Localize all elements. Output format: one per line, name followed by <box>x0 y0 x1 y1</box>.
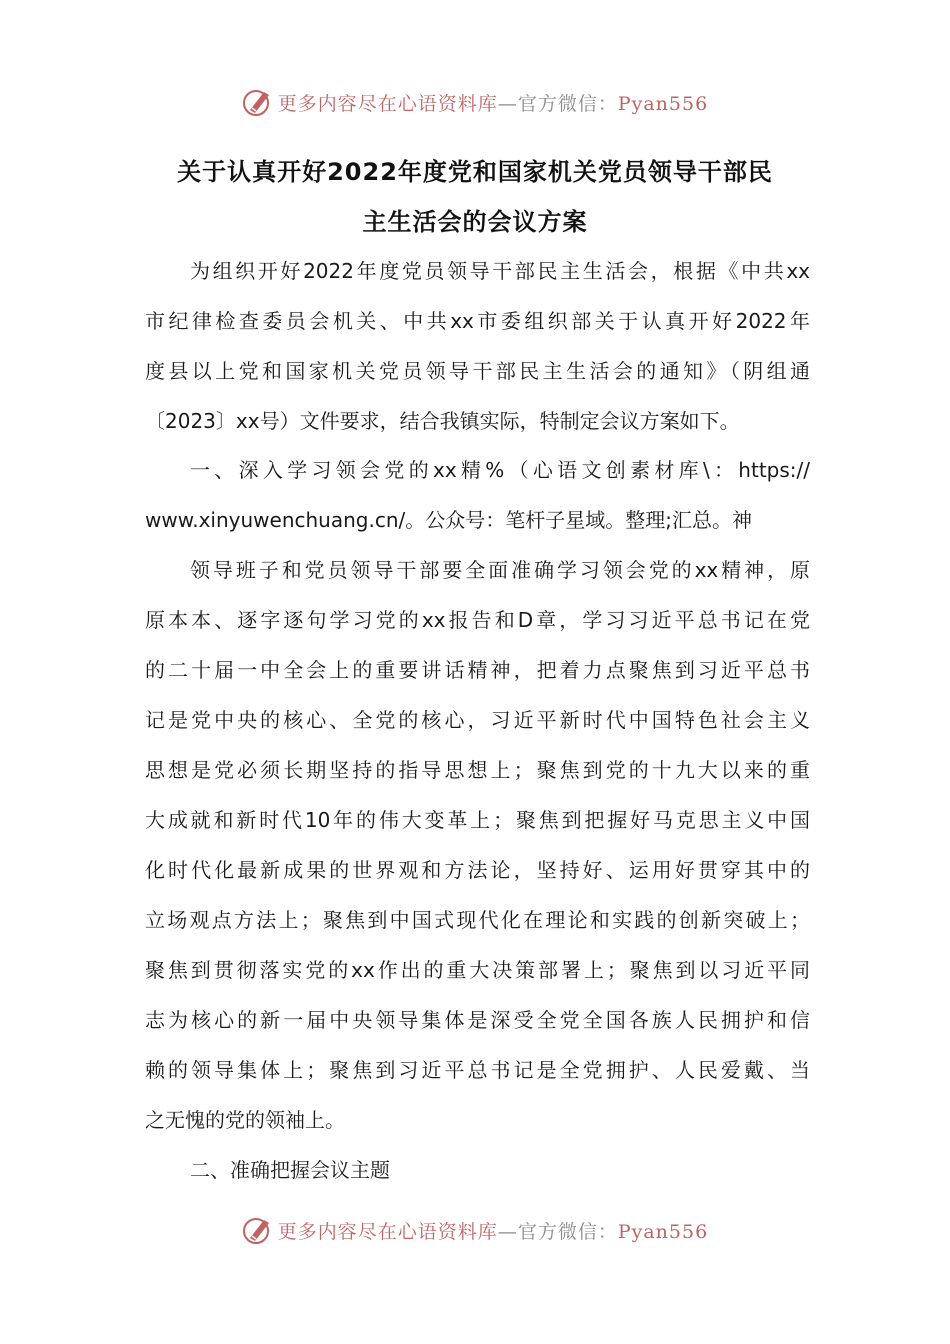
body-line: 大成就和新时代10年的伟大变革上；聚焦到把握好马克思主义中国 <box>145 808 810 832</box>
body-line: 立场观点方法上；聚焦到中国式现代化在理论和实践的创新突破上； <box>145 908 810 932</box>
body-line: 度县以上党和国家机关党员领导干部民主生活会的通知》（阴组通 <box>145 359 810 383</box>
body-line: 赖的领导集体上；聚焦到习近平总书记是全党拥护、人民爱戴、当 <box>145 1058 810 1082</box>
section-heading-1: 一、深入学习领会党的xx精%（心语文创素材库\：https:// <box>190 458 810 482</box>
body-line: www.xinyuwenchuang.cn/。公众号：笔杆子星域。整理;汇总。神 <box>145 508 752 532</box>
body-line: 之无愧的党的领袖上。 <box>145 1108 345 1132</box>
body-line: 为组织开好2022年度党员领导干部民主生活会，根据《中共xx <box>190 259 810 283</box>
body-line: 化时代化最新成果的世界观和方法论，坚持好、运用好贯穿其中的 <box>145 858 810 882</box>
pen-nib-circle-icon <box>242 1214 274 1246</box>
body-line: 聚焦到贯彻落实党的xx作出的重大决策部署上；聚焦到以习近平同 <box>145 958 810 982</box>
document-title-line-2: 主生活会的会议方案 <box>362 208 588 236</box>
pen-nib-circle-icon <box>242 86 274 118</box>
body-line: 市纪律检查委员会机关、中共xx市委组织部关于认真开好2022年 <box>145 309 810 333</box>
footer-watermark <box>0 1208 950 1252</box>
watermark-text: 更多内容尽在心语资料库—官方微信：Pyan556 <box>277 1220 709 1243</box>
header-watermark <box>0 80 950 124</box>
body-line: 的二十届一中全会上的重要讲话精神，把着力点聚焦到习近平总书 <box>145 658 810 682</box>
body-line: 领导班子和党员领导干部要全面准确学习领会党的xx精神，原 <box>190 558 810 582</box>
body-line: 〔2023〕xx号）文件要求，结合我镇实际，特制定会议方案如下。 <box>145 409 740 433</box>
document-title-line-1: 关于认真开好2022年度党和国家机关党员领导干部民 <box>177 158 773 186</box>
body-line: 记是党中央的核心、全党的核心，习近平新时代中国特色社会主义 <box>145 708 810 732</box>
body-line: 原本本、逐字逐句学习党的xx报告和D章，学习习近平总书记在党 <box>145 608 810 632</box>
body-line: 志为核心的新一届中央领导集体是深受全党全国各族人民拥护和信 <box>145 1008 810 1032</box>
section-heading-2: 二、准确把握会议主题 <box>190 1158 390 1182</box>
body-line: 思想是党必须长期坚持的指导思想上；聚焦到党的十九大以来的重 <box>145 758 810 782</box>
watermark-text: 更多内容尽在心语资料库—官方微信：Pyan556 <box>277 92 709 115</box>
